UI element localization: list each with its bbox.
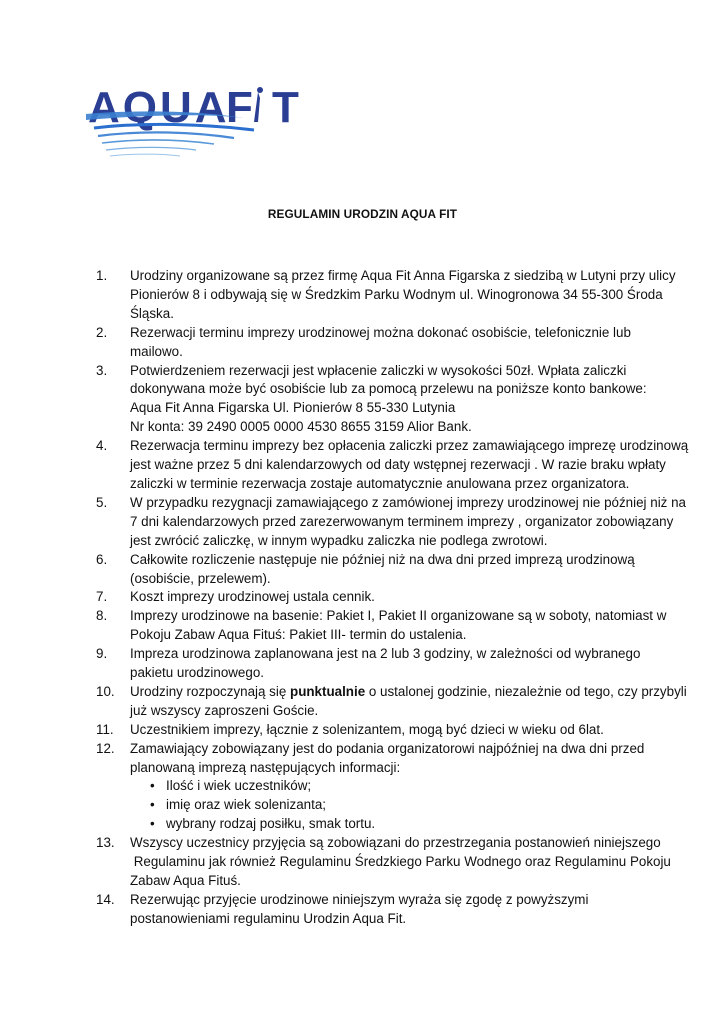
list-item [96, 437, 689, 494]
list-item [96, 267, 676, 324]
logo-waves-icon [84, 83, 299, 164]
rule10-text-after: o ustalonej godzinie, niezależnie od tego, czy przybyli [365, 683, 687, 699]
rule-line: dokonywana może być osobiście lub za pomocą przelewu na poniższe konto bankowe: [130, 381, 647, 397]
rule10-line2: już wszyscy zaproszeni Goście. [130, 702, 319, 718]
aqua-fit-logo [84, 83, 299, 164]
bullet-icon: • [150, 778, 155, 794]
list-item [96, 721, 656, 740]
bullet-icon: • [150, 797, 155, 813]
rule10-text-before: Urodziny rozpoczynają się [130, 683, 291, 699]
rule-line: (osobiście, przelewem). [130, 570, 271, 586]
rule10-bold-text: punktualnie [290, 683, 366, 699]
rule-line: pakietu urodzinowego. [130, 665, 264, 681]
rule-line: Potwierdzeniem rezerwacji jest wpłacenie zaliczki w wysokości 50zł. Wpłata zaliczki [130, 362, 627, 378]
list-item [96, 607, 667, 645]
item-number: 7. [96, 589, 108, 605]
rule13-line: Zabaw Aqua Fituś. [130, 873, 241, 888]
rule-line: Urodziny organizowane są przez firmę Aqua Fit Anna Figarska z siedzibą w Lutyni przy ulicy [130, 268, 676, 283]
rule-line: Śląska. [130, 305, 174, 321]
list-item [96, 891, 656, 929]
rule13-line: Regulaminu jak również Regulaminu Średzkiego Parku Wodnego oraz Regulaminu Pokoju [130, 854, 671, 870]
list-item [96, 588, 656, 607]
rule-line: 7 dni kalendarzowych przed zarezerwowanym terminem imprezy , organizator zobowiązany [130, 513, 674, 529]
rule12-line2: planowaną imprezą następujących informacji: [130, 759, 401, 775]
rule-line: Imprezy urodzinowe na basenie: Pakiet I, Pakiet II organizowane są w soboty, natomiast w [130, 608, 667, 624]
rules-list [96, 267, 689, 929]
item-number: 5. [96, 494, 108, 510]
rule-line: W przypadku rezygnacji zamawiającego z zamówionej imprezy urodzinowej nie później niż na [130, 494, 686, 510]
rule12-line1: Zamawiający zobowiązany jest do podania organizatorowi najpóźniej na dwa dni przed [130, 740, 645, 756]
rule-line: Rezerwacja terminu imprezy bez opłacenia zaliczki przez zamawiającego imprezę urodzinową [130, 438, 689, 454]
bullet-item [130, 796, 656, 815]
rule-line: Pokoju Zabaw Aqua Fituś: Pakiet III- termin do ustalenia. [130, 627, 467, 643]
item-number: 12. [96, 740, 115, 756]
rule-line: Koszt imprezy urodzinowej ustala cennik. [130, 589, 375, 605]
list-item [96, 551, 656, 589]
bullet-icon: • [150, 816, 155, 832]
list-item [96, 740, 656, 835]
rule-line: jest zwrócić zaliczkę, w innym wypadku zaliczka nie podlega zwrotowi. [130, 532, 548, 548]
item-number: 8. [96, 608, 108, 624]
svg-text:T: T [272, 83, 299, 132]
rule-line: Nr konta: 39 2490 0005 0000 4530 8655 3159 Alior Bank. [130, 419, 472, 435]
item-number: 1. [96, 268, 108, 283]
list-item [96, 645, 656, 683]
list-item [96, 362, 656, 438]
item-number: 13. [96, 835, 115, 851]
item-number: 9. [96, 646, 108, 662]
document-title: REGULAMIN URODZIN AQUA FIT [267, 207, 458, 221]
rule-line: Impreza urodzinowa zaplanowana jest na 2 lub 3 godziny, w zależności od wybranego [130, 646, 641, 662]
bullet-item [130, 815, 656, 834]
rule14-line: Rezerwując przyjęcie urodzinowe niniejszym wyraża się zgodę z powyższymi [130, 891, 589, 907]
bullet-text: imię oraz wiek solenizanta; [166, 797, 327, 813]
item-number: 4. [96, 438, 108, 454]
item-number: 2. [96, 324, 108, 340]
rule11-text: Uczestnikiem imprezy, łącznie z solenizantem, mogą być dzieci w wieku od 6lat. [130, 721, 604, 737]
svg-text:AQUA: AQUA [88, 83, 230, 132]
list-item [96, 683, 687, 721]
bullet-text: wybrany rodzaj posiłku, smak tortu. [166, 816, 376, 832]
rule13-line: Wszyscy uczestnicy przyjęcia są zobowiązani do przestrzegania postanowień niniejszego [130, 835, 661, 851]
rule-line: Pionierów 8 i odbywają się w Średzkim Parku Wodnym ul. Winogronowa 34 55-300 Środa [130, 286, 663, 302]
rule-line: Całkowite rozliczenie następuje nie później niż na dwa dni przed imprezą urodzinową [130, 551, 635, 567]
item-number: 11. [96, 721, 114, 737]
svg-text:F: F [226, 83, 256, 132]
list-item [96, 494, 686, 551]
bullet-item [130, 777, 656, 796]
rule-line: Aqua Fit Anna Figarska Ul. Pionierów 8 55-330 Lutynia [130, 400, 456, 416]
item-number: 10. [96, 683, 115, 699]
item-number: 14. [96, 891, 115, 907]
rule14-line: postanowieniami regulaminu Urodzin Aqua Fit. [130, 910, 407, 926]
item-number: 3. [96, 362, 108, 378]
rule-line: mailowo. [130, 343, 183, 359]
bullet-text: Ilość i wiek uczestników; [166, 778, 312, 794]
list-item [96, 324, 656, 362]
item-number: 6. [96, 551, 108, 567]
required-info-list [130, 777, 656, 834]
rule-line: zaliczki w terminie rezerwacja zostaje automatycznie anulowana przez organizatora. [130, 475, 630, 491]
list-item [96, 834, 671, 891]
rule-line: jest ważne przez 5 dni kalendarzowych od daty wstępnej rezerwacji . W razie braku wpłaty [130, 457, 666, 473]
rule-line: Rezerwacji terminu imprezy urodzinowej można dokonać osobiście, telefonicznie lub [130, 324, 631, 340]
